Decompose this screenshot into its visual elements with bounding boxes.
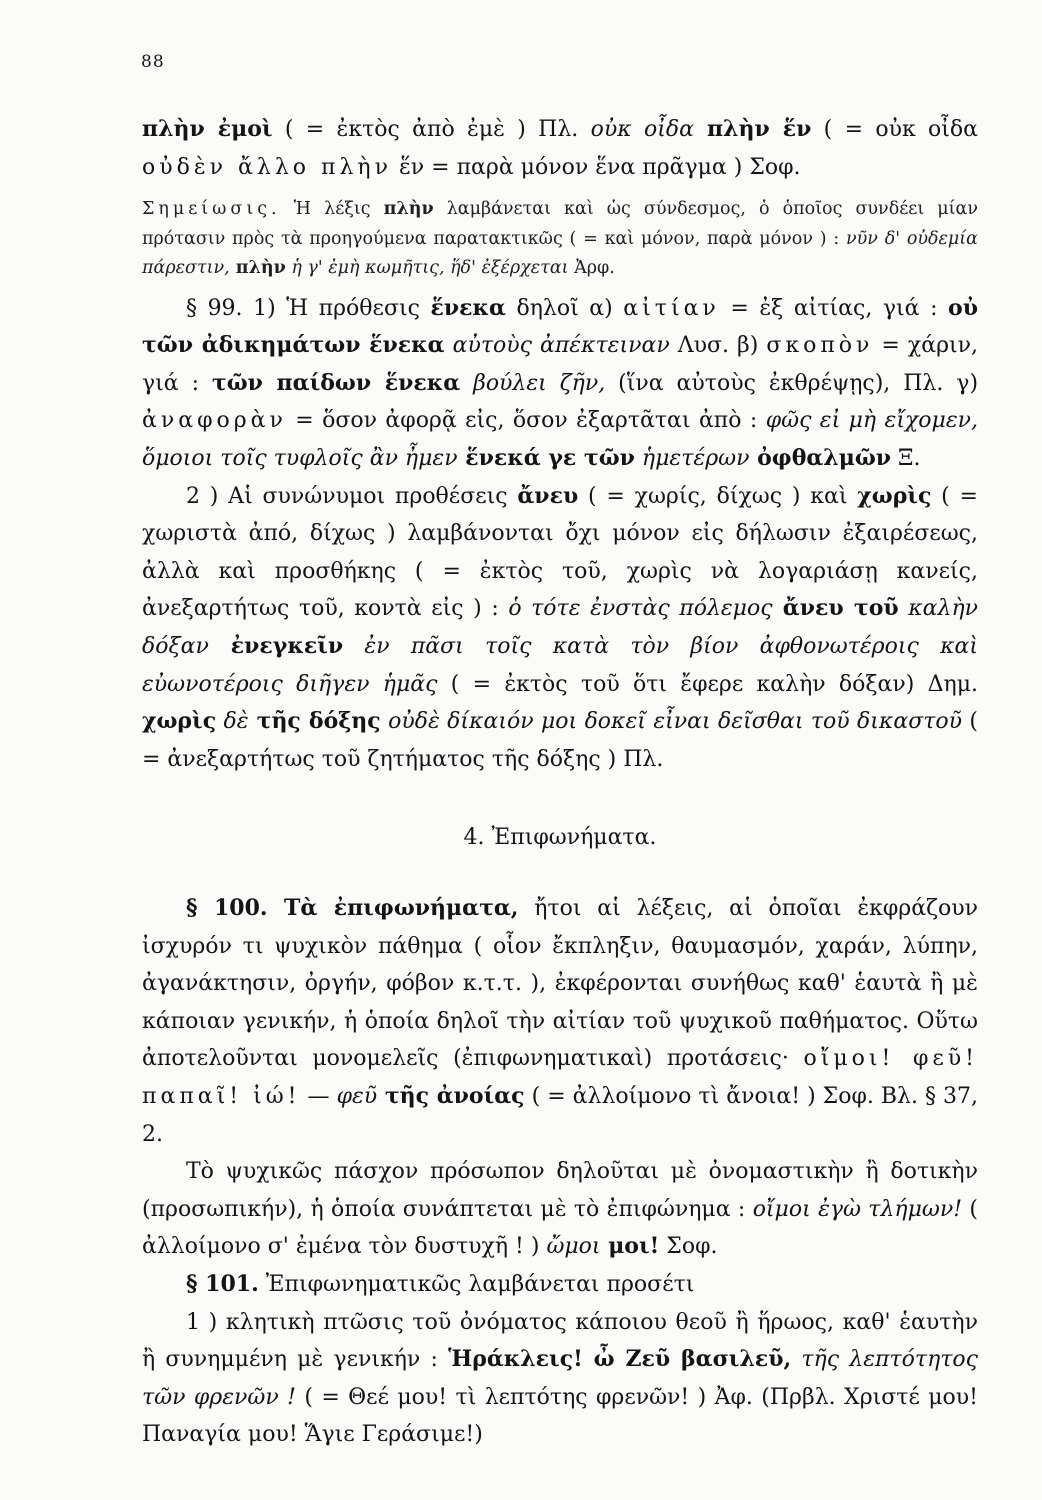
paragraph-kletike: 1 ) κλητικὴ πτῶσις τοῦ ὀνόματος κάποιου θεοῦ ἢ ἥρωος, καθ' ἑαυτὴν ἢ συνημμένη μὲ γενικήν : Ἡράκλεις! ὦ Ζεῦ βασιλεῦ, τῆς λεπτότητος τῶν φρενῶν ! ( = Θεέ μου! τὶ λεπτότης φρενῶν! ) Ἀφ. (Πρβλ. Χριστέ μου! Παναγία μου! Ἅγιε Γεράσιμε!) xyxy=(142,1309,978,1448)
paragraph-plen-emoi: πλὴν ἐμοὶ ( = ἐκτὸς ἀπὸ ἐμὲ ) Πλ. οὐκ οἶδα πλὴν ἕν ( = οὐκ οἶδα οὐδὲν ἄλλο πλὴν ἕν = παρὰ μόνον ἕνα πρᾶγμα ) Σοφ. xyxy=(142,116,978,180)
section-101: § 101. Ἐπιφωνηματικῶς λαμβάνεται προσέτι xyxy=(186,1270,695,1297)
page-body xyxy=(142,111,978,1454)
page-number: 88 xyxy=(141,52,165,72)
note-paragraph: Σημείωσις. Ἡ λέξις πλὴν λαμβάνεται καὶ ὡς σύνδεσμος, ὁ ὁποῖος συνδέει μίαν πρότασιν πρὸς τὰ προηγούμενα παρατακτικῶς ( = καὶ μόνον, παρὰ μόνον ) : νῦν δ' οὐδεμία πάρεστιν, πλὴν ἡ γ' ἐμὴ κωμῆτις, ἥδ' ἐξέρχεται Ἀρφ. xyxy=(142,199,978,279)
paragraph-psychikos: Τὸ ψυχικῶς πάσχον πρόσωπον δηλοῦται μὲ ὀνομαστικὴν ἢ δοτικὴν (προσωπικήν), ἡ ὁποία συνάπτεται μὲ τὸ ἐπιφώνημα : οἴμοι ἐγὼ τλήμων! ( ἀλλοίμονο σ' ἐμένα τὸν δυστυχῆ ! ) ὤμοι μοι! Σοφ. xyxy=(142,1159,978,1260)
section-heading: 4. Ἐπιφωνήματα. xyxy=(463,825,657,851)
section-99: § 99. 1) Ἡ πρόθεσις ἕνεκα δηλοῖ α) αἰτίαν = ἐξ αἰτίας, γιά : οὐ τῶν ἀδικημάτων ἕνεκα αὐτοὺς ἀπέκτειναν Λυσ. β) σκοπὸν = χάριν, γιά : τῶν παίδων ἕνεκα βούλει ζῆν, (ἵνα αὐτοὺς ἐκθρέψῃς), Πλ. γ) ἀναφορὰν = ὅσον ἀφορᾷ εἰς, ὅσον ἐξαρτᾶται ἀπὸ : φῶς εἰ μὴ εἴχομεν, ὅμοιοι τοῖς τυφλοῖς ἂν ἦμεν ἕνεκά γε τῶν ἡμετέρων ὀφθαλμῶν Ξ. xyxy=(142,294,979,472)
section-100: § 100. Τὰ ἐπιφωνήματα, ἤτοι αἱ λέξεις, αἱ ὁποῖαι ἐκφράζουν ἰσχυρόν τι ψυχικὸν πάθημα ( οἷον ἔκπληξιν, θαυμασμόν, χαράν, λύπην, ἀγανάκτησιν, ὀργήν, φόβον κ.τ.τ. ), ἐκφέρονται συνήθως καθ' ἑαυτὰ ἢ μὲ κάποιαν γενικήν, ἡ ὁποία δηλοῖ τὴν αἰτίαν τοῦ ψυχικοῦ παθήματος. Οὕτω ἀποτελοῦνται μονομελεῖς (ἐπιφωνηματικαὶ) προτάσεις· οἴμοι! φεῦ! παπαῖ! ἰώ! — φεῦ τῆς ἀνοίας ( = ἀλλοίμονο τὶ ἄνοια! ) Σοφ. Βλ. § 37, 2. xyxy=(142,895,979,1147)
paragraph-aneu-choris: 2 ) Αἱ συνώνυμοι προθέσεις ἄνευ ( = χωρίς, δίχως ) καὶ χωρὶς ( = χωριστὰ ἀπό, δίχως ) λαμβάνονται ὄχι μόνον εἰς δήλωσιν ἐξαιρέσεως, ἀλλὰ καὶ προσθήκης ( = ἐκτὸς τοῦ, χωρὶς νὰ λογαριάσῃ κανείς, ἀνεξαρτήτως τοῦ, κοντὰ εἰς ) : ὁ τότε ἐνστὰς πόλεμος ἄνευ τοῦ καλὴν δόξαν ἐνεγκεῖν ἐν πᾶσι τοῖς κατὰ τὸν βίον ἀφθονωτέροις καὶ εὐωνοτέροις διῆγεν ἡμᾶς ( = ἐκτὸς τοῦ ὅτι ἔφερε καλὴν δόξαν) Δημ. χωρὶς δὲ τῆς δόξης οὐδὲ δίκαιόν μοι δοκεῖ εἶναι δεῖσθαι τοῦ δικαστοῦ ( = ἀνεξαρτήτως τοῦ ζητήματος τῆς δόξης ) Πλ. xyxy=(142,482,979,772)
